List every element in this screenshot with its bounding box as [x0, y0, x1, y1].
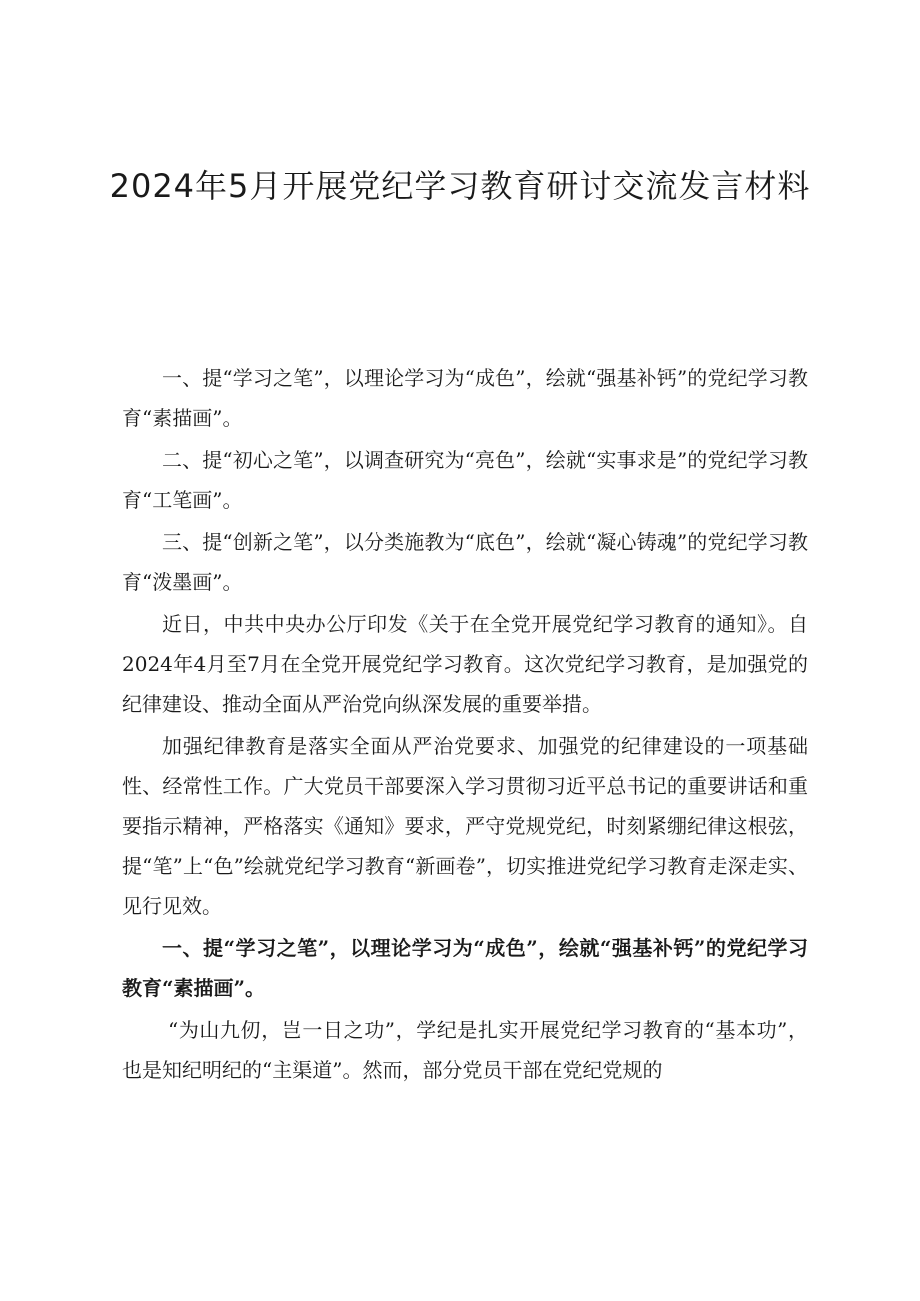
document-title: 2024年5月开展党纪学习教育研讨交流发言材料 — [109, 167, 811, 205]
intro-paragraph: 近日，中共中央办公厅印发《关于在全党开展党纪学习教育的通知》。自2024年4月至7月在全党开展党纪学习教育。这次党纪学习教育，是加强党的纪律建设、推动全面从严治党向纵深发展的重要举措。 — [122, 612, 808, 716]
context-paragraph: 加强纪律教育是落实全面从严治党要求、加强党的纪律建设的一项基础性、经常性工作。广大党员干部要深入学习贯彻习近平总书记的重要讲话和重要指示精神，严格落实《通知》要求，严守党规党纪，时刻紧绷纪律这根弦，提“笔”上“色”绘就党纪学习教育“新画卷”，切实推进党纪学习教育走深走实、见行见效。 — [122, 734, 808, 918]
summary-point-1: 一、提“学习之笔”，以理论学习为“成色”，绘就“强基补钙”的党纪学习教育“素描画”。 — [122, 366, 808, 430]
document-body — [122, 358, 808, 1092]
section-heading-1: 一、提“学习之笔”，以理论学习为“成色”，绘就“强基补钙”的党纪学习教育“素描画”。 — [122, 936, 808, 1000]
summary-point-3: 三、提“创新之笔”，以分类施教为“底色”，绘就“凝心铸魂”的党纪学习教育“泼墨画”。 — [122, 530, 808, 594]
section-1-paragraph: “为山九仞，岂一日之功”，学纪是扎实开展党纪学习教育的“基本功”，也是知纪明纪的“主渠道”。然而，部分党员干部在党纪党规的 — [122, 1018, 808, 1082]
summary-point-2: 二、提“初心之笔”，以调查研究为“亮色”，绘就“实事求是”的党纪学习教育“工笔画”。 — [122, 448, 808, 512]
